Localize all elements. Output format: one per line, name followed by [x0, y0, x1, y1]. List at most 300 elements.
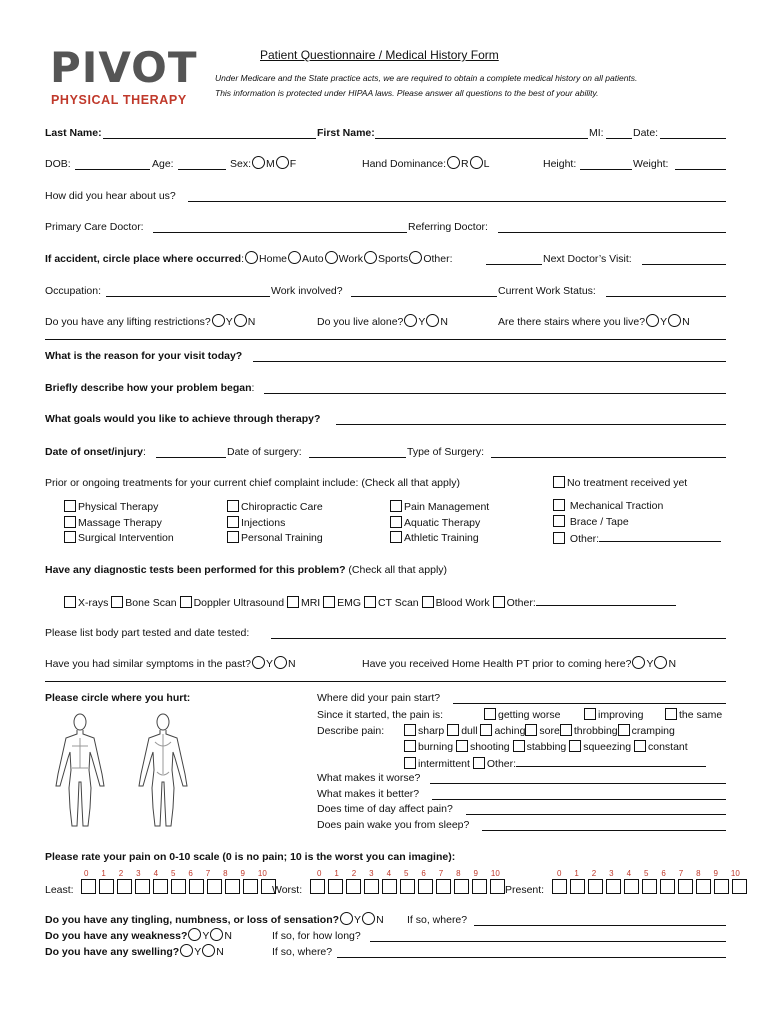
hand-r-radio[interactable]	[447, 156, 460, 169]
worst-scale-box[interactable]	[418, 879, 433, 894]
occupation-label: Occupation:	[45, 285, 102, 297]
worst-scale-number: 7	[438, 869, 444, 878]
least-scale-number: 10	[257, 869, 267, 878]
accident-other-radio[interactable]	[409, 251, 422, 264]
describe-checkbox[interactable]	[473, 757, 485, 769]
no-treatment-label: No treatment received yet	[567, 477, 688, 489]
work-status-field[interactable]	[606, 285, 726, 297]
least-scale-boxes	[81, 879, 279, 895]
weakness-label: Do you have any weakness?	[45, 930, 188, 942]
treatments-col-4	[553, 499, 721, 548]
home-health-no-radio[interactable]	[654, 656, 667, 669]
since-option-label: getting worse	[498, 709, 561, 721]
sex-group	[230, 156, 296, 170]
treatment-option[interactable]	[64, 516, 174, 532]
age-label: Age:	[152, 158, 174, 170]
age-field[interactable]	[178, 158, 226, 170]
stairs-no-label: N	[682, 316, 690, 328]
accident-work-radio[interactable]	[325, 251, 338, 264]
swelling-group	[45, 944, 224, 958]
treatment-option[interactable]	[227, 516, 323, 532]
surgery-type-label: Type of Surgery:	[407, 446, 485, 458]
treatment-option[interactable]	[390, 516, 489, 532]
accident-sports-radio[interactable]	[364, 251, 377, 264]
present-scale-number: 4	[626, 869, 632, 878]
present-scale-box[interactable]	[624, 879, 639, 894]
since-checkbox[interactable]	[665, 708, 677, 720]
describe-checkbox[interactable]	[404, 757, 416, 769]
worst-scale-number: 6	[421, 869, 426, 878]
body-part-field[interactable]	[271, 627, 726, 639]
treatment-checkbox[interactable]	[390, 531, 402, 543]
diag-label: Blood Work	[435, 597, 490, 609]
notice-line-1: Under Medicare and the State practice acts, we are required to obtain a complete medical history on all patients.	[215, 73, 638, 83]
surgery-date-field[interactable]	[309, 446, 406, 458]
diag-label: Bone Scan	[125, 597, 177, 609]
weakness-long-field[interactable]	[370, 930, 726, 942]
describe-row-1	[404, 724, 675, 737]
diag-other-checkbox[interactable]	[493, 596, 505, 608]
treatment-option[interactable]	[553, 499, 721, 515]
similar-no-label: N	[288, 658, 296, 670]
treatments-col-1	[64, 500, 174, 547]
present-scale-number: 0	[557, 869, 562, 878]
live-alone-yes-label: Y	[418, 316, 426, 328]
present-scale-box[interactable]	[678, 879, 693, 894]
diag-ctscan-checkbox[interactable]	[364, 596, 376, 608]
weakness-no-radio[interactable]	[210, 928, 223, 941]
goals-label: What goals would you like to achieve through therapy?	[45, 413, 321, 425]
since-checkbox[interactable]	[584, 708, 596, 720]
describe-option: dull	[461, 725, 478, 737]
treatment-option[interactable]	[64, 500, 174, 516]
tingling-where-field[interactable]	[474, 914, 726, 926]
accident-auto-radio[interactable]	[288, 251, 301, 264]
since-checkbox[interactable]	[484, 708, 496, 720]
mi-label: MI:	[589, 127, 604, 139]
wake-label: Does pain wake you from sleep?	[317, 819, 470, 831]
work-involved-field[interactable]	[351, 285, 497, 297]
least-scale-box[interactable]	[99, 879, 114, 894]
treatment-checkbox[interactable]	[227, 516, 239, 528]
hand-r-label: R	[461, 158, 469, 170]
describe-option: cramping	[631, 725, 675, 737]
diag-bloodwork-checkbox[interactable]	[422, 596, 434, 608]
least-scale-box[interactable]	[189, 879, 204, 894]
home-health-group	[362, 656, 676, 670]
present-scale-boxes	[552, 879, 750, 895]
worst-scale-number: 9	[473, 869, 478, 878]
notice-line-2: This information is protected under HIPAA laws. Please answer all questions to the best of your ability.	[215, 88, 599, 98]
pain-start-label: Where did your pain start?	[317, 692, 441, 704]
treatment-checkbox[interactable]	[227, 500, 239, 512]
pcp-label: Primary Care Doctor:	[45, 221, 144, 233]
least-scale-box[interactable]	[153, 879, 168, 894]
next-visit-field[interactable]	[642, 253, 726, 265]
describe-label: Describe pain:	[317, 725, 385, 737]
describe-checkbox[interactable]	[447, 724, 459, 736]
lifting-no-radio[interactable]	[234, 314, 247, 327]
similar-yes-radio[interactable]	[252, 656, 265, 669]
accident-home-radio[interactable]	[245, 251, 258, 264]
treatment-checkbox[interactable]	[390, 500, 402, 512]
weakness-group	[45, 928, 232, 942]
treatment-option[interactable]	[227, 531, 323, 547]
similar-yes-label: Y	[266, 658, 274, 670]
describe-checkbox[interactable]	[560, 724, 572, 736]
surgery-type-field[interactable]	[491, 446, 726, 458]
treatment-checkbox[interactable]	[64, 516, 76, 528]
worst-scale-box[interactable]	[346, 879, 361, 894]
tingling-yes-radio[interactable]	[340, 912, 353, 925]
work-involved-label: Work involved?	[271, 285, 343, 297]
swelling-yes-radio[interactable]	[180, 944, 193, 957]
sex-m-label: M	[266, 158, 275, 170]
swelling-where-field[interactable]	[337, 946, 726, 958]
goals-field[interactable]	[336, 413, 726, 425]
since-opt-improving[interactable]	[584, 708, 644, 721]
present-label: Present:	[505, 884, 545, 896]
treatment-other-field[interactable]	[599, 530, 721, 542]
onset-label: Date of onset/injury	[45, 446, 144, 458]
height-label: Height:	[543, 158, 577, 170]
heard-label: How did you hear about us?	[45, 190, 176, 202]
onset-group	[45, 446, 146, 458]
describe-option: aching	[494, 725, 526, 737]
weakness-yes-radio[interactable]	[188, 928, 201, 941]
swelling-no-radio[interactable]	[202, 944, 215, 957]
describe-checkbox[interactable]	[569, 740, 581, 752]
diag-mri-checkbox[interactable]	[287, 596, 299, 608]
better-field[interactable]	[432, 788, 726, 800]
present-scale-box[interactable]	[714, 879, 729, 894]
date-field[interactable]	[660, 127, 726, 139]
stairs-yes-radio[interactable]	[646, 314, 659, 327]
worst-scale-number: 3	[369, 869, 374, 878]
dob-field[interactable]	[75, 158, 150, 170]
present-scale-box[interactable]	[732, 879, 747, 894]
least-scale-box[interactable]	[117, 879, 132, 894]
first-name-label: First Name:	[317, 127, 375, 139]
worst-scale-numbers	[317, 869, 508, 878]
diagnostics-options	[64, 594, 676, 609]
present-scale-box[interactable]	[642, 879, 657, 894]
present-scale-box[interactable]	[570, 879, 585, 894]
describe-option: stabbing	[526, 741, 567, 753]
live-alone-label: Do you live alone?	[317, 316, 404, 328]
worst-scale-number: 5	[403, 869, 409, 878]
tingling-label: Do you have any tingling, numbness, or loss of sensation?	[45, 914, 340, 926]
home-health-label: Have you received Home Health PT prior to coming here?	[362, 658, 632, 670]
describe-option: sharp	[418, 725, 445, 737]
body-part-label: Please list body part tested and date tested:	[45, 627, 250, 639]
treatment-label: Other:	[569, 533, 600, 545]
present-scale-number: 2	[591, 869, 597, 878]
treatment-label: Personal Training	[241, 532, 323, 544]
least-scale-number: 4	[153, 869, 159, 878]
worse-label: What makes it worse?	[317, 772, 421, 784]
since-option-label: improving	[598, 709, 644, 721]
present-scale-number: 5	[643, 869, 649, 878]
began-group	[45, 382, 254, 394]
present-scale-number: 7	[678, 869, 684, 878]
least-scale-number: 8	[223, 869, 228, 878]
treatment-label: Aquatic Therapy	[404, 516, 481, 529]
least-scale-box[interactable]	[243, 879, 258, 894]
present-scale-box[interactable]	[696, 879, 711, 894]
diag-label: MRI	[300, 597, 321, 609]
diag-label: X-rays	[78, 597, 109, 609]
live-alone-no-radio[interactable]	[426, 314, 439, 327]
similar-group	[45, 656, 296, 670]
accident-work-label: Work	[338, 253, 363, 265]
similar-no-radio[interactable]	[274, 656, 287, 669]
describe-option: burning	[418, 741, 454, 753]
diag-other-field[interactable]	[536, 594, 676, 606]
treatment-checkbox[interactable]	[64, 500, 76, 512]
wake-field[interactable]	[482, 819, 726, 831]
accident-home-label: Home	[259, 253, 288, 265]
hand-label: Hand Dominance:	[362, 158, 447, 170]
weight-label: Weight:	[633, 158, 669, 170]
weakness-no-label: N	[224, 930, 233, 942]
sex-f-radio[interactable]	[276, 156, 289, 169]
work-status-label: Current Work Status:	[498, 285, 596, 297]
weight-field[interactable]	[675, 158, 726, 170]
since-opt-worse[interactable]	[484, 708, 560, 721]
tingling-group	[45, 912, 384, 926]
worst-scale-box[interactable]	[364, 879, 379, 894]
sex-f-label: F	[289, 158, 297, 170]
height-field[interactable]	[580, 158, 632, 170]
describe-checkbox[interactable]	[456, 740, 468, 752]
diag-label: EMG	[337, 597, 362, 609]
lifting-yes-label: Y	[225, 316, 233, 328]
describe-checkbox[interactable]	[618, 724, 630, 736]
treatment-checkbox[interactable]	[553, 532, 565, 544]
stairs-yes-label: Y	[660, 316, 668, 328]
referring-field[interactable]	[498, 221, 726, 233]
rating-prompt: Please rate your pain on 0-10 scale (0 is no pain; 10 is the worst you can imagine):	[45, 851, 456, 863]
hand-l-radio[interactable]	[470, 156, 483, 169]
stairs-group	[498, 314, 690, 328]
present-scale-box[interactable]	[588, 879, 603, 894]
treatment-option[interactable]	[64, 531, 174, 547]
diagnostics-prompt: Have any diagnostic tests been performed for this problem?	[45, 564, 346, 576]
lifting-yes-radio[interactable]	[212, 314, 225, 327]
least-label: Least:	[45, 884, 74, 896]
pcp-field[interactable]	[153, 221, 407, 233]
reason-field[interactable]	[253, 350, 726, 362]
present-scale-number: 10	[730, 869, 740, 878]
worst-scale-box[interactable]	[454, 879, 469, 894]
treatment-checkbox[interactable]	[553, 515, 565, 527]
treatment-option[interactable]	[553, 530, 721, 548]
treatment-label: Physical Therapy	[78, 501, 159, 513]
describe-option: sore	[539, 725, 560, 737]
tingling-yes-label: Y	[354, 914, 362, 926]
describe-row-2	[404, 740, 688, 753]
present-scale-number: 6	[661, 869, 666, 878]
describe-row-3	[404, 755, 706, 770]
describe-option: squeezing	[583, 741, 632, 753]
treatment-option[interactable]	[227, 500, 323, 516]
describe-checkbox[interactable]	[513, 740, 525, 752]
least-scale-number: 3	[136, 869, 141, 878]
dob-label: DOB:	[45, 158, 71, 170]
home-health-no-label: N	[668, 658, 677, 670]
tingling-no-radio[interactable]	[362, 912, 375, 925]
onset-field[interactable]	[156, 446, 226, 458]
least-scale-number: 1	[101, 869, 106, 878]
time-of-day-label: Does time of day affect pain?	[317, 803, 453, 815]
began-colon: :	[251, 382, 255, 394]
divider-1	[45, 339, 726, 340]
worst-label: Worst:	[272, 884, 303, 896]
treatment-option[interactable]	[390, 500, 489, 516]
worse-field[interactable]	[430, 772, 726, 784]
worst-scale-box[interactable]	[436, 879, 451, 894]
worst-scale-box[interactable]	[400, 879, 415, 894]
next-visit-label: Next Doctor’s Visit:	[543, 253, 632, 265]
referring-label: Referring Doctor:	[408, 221, 488, 233]
treatment-label: Pain Management	[404, 501, 490, 513]
present-scale-number: 3	[609, 869, 614, 878]
describe-checkbox[interactable]	[480, 724, 492, 736]
similar-label: Have you had similar symptoms in the past?	[45, 658, 252, 670]
treatment-label: Brace / Tape	[569, 515, 629, 528]
mi-field[interactable]	[606, 127, 632, 139]
treatment-checkbox[interactable]	[227, 531, 239, 543]
present-scale-box[interactable]	[606, 879, 621, 894]
worst-scale-box[interactable]	[328, 879, 343, 894]
diag-label: Other:	[506, 597, 536, 609]
tingling-where-label: If so, where?	[407, 914, 468, 926]
hand-l-label: L	[483, 158, 490, 170]
began-label: Briefly describe how your problem began	[45, 382, 252, 394]
reason-label: What is the reason for your visit today?	[45, 350, 243, 362]
present-scale-number: 8	[696, 869, 701, 878]
logo-wordmark: PIVOT	[50, 43, 198, 92]
hand-group	[362, 156, 489, 170]
worst-scale-number: 0	[317, 869, 322, 878]
worst-scale-boxes	[310, 879, 508, 895]
present-scale-number: 9	[713, 869, 718, 878]
describe-option: shooting	[469, 741, 510, 753]
describe-checkbox[interactable]	[404, 724, 416, 736]
last-name-field[interactable]	[103, 127, 316, 139]
describe-option: Other:	[486, 758, 517, 770]
accident-group	[45, 251, 453, 265]
weakness-long-label: If so, for how long?	[272, 930, 361, 942]
no-treatment-checkbox[interactable]	[553, 476, 565, 488]
least-scale-box[interactable]	[207, 879, 222, 894]
treatment-option[interactable]	[553, 515, 721, 531]
diag-bonescan-checkbox[interactable]	[111, 596, 123, 608]
treatment-label: Athletic Training	[404, 532, 479, 544]
tingling-no-label: N	[376, 914, 384, 926]
lifting-label: Do you have any lifting restrictions?	[45, 316, 211, 328]
describe-checkbox[interactable]	[404, 740, 416, 752]
time-of-day-field[interactable]	[466, 803, 726, 815]
worst-scale-box[interactable]	[490, 879, 505, 894]
treatment-option[interactable]	[390, 531, 489, 547]
least-scale-box[interactable]	[225, 879, 240, 894]
first-name-field[interactable]	[375, 127, 588, 139]
accident-other-field[interactable]	[486, 253, 542, 265]
describe-other-field[interactable]	[516, 755, 706, 767]
present-scale-box[interactable]	[552, 879, 567, 894]
worst-scale-box[interactable]	[472, 879, 487, 894]
treatment-label: Chiropractic Care	[241, 501, 323, 513]
describe-option: constant	[648, 741, 688, 753]
describe-checkbox[interactable]	[525, 724, 537, 736]
lifting-group	[45, 314, 255, 328]
heard-field[interactable]	[188, 190, 726, 202]
worst-scale-number: 2	[351, 869, 357, 878]
least-scale-box[interactable]	[81, 879, 96, 894]
diag-emg-checkbox[interactable]	[323, 596, 335, 608]
diag-label: Doppler Ultrasound	[193, 597, 285, 609]
describe-checkbox[interactable]	[634, 740, 646, 752]
treatment-checkbox[interactable]	[64, 531, 76, 543]
sex-m-radio[interactable]	[252, 156, 265, 169]
diagnostics-group	[45, 564, 447, 576]
present-scale-box[interactable]	[660, 879, 675, 894]
treatment-checkbox[interactable]	[390, 516, 402, 528]
diag-xrays-checkbox[interactable]	[64, 596, 76, 608]
live-alone-yes-radio[interactable]	[404, 314, 417, 327]
live-alone-group	[317, 314, 448, 328]
swelling-yes-label: Y	[194, 946, 202, 958]
pain-start-field[interactable]	[453, 692, 726, 704]
treatments-col-2	[227, 500, 323, 547]
stairs-no-radio[interactable]	[668, 314, 681, 327]
least-scale-number: 2	[118, 869, 124, 878]
since-opt-same[interactable]	[665, 708, 722, 721]
sex-label: Sex:	[230, 158, 252, 170]
surgery-date-label: Date of surgery:	[227, 446, 302, 458]
body-front-figure[interactable]	[50, 712, 110, 830]
body-back-figure[interactable]	[133, 712, 193, 830]
diagnostics-note: (Check all that apply)	[348, 564, 448, 576]
least-scale-box[interactable]	[171, 879, 186, 894]
better-label: What makes it better?	[317, 788, 420, 800]
least-scale-number: 7	[205, 869, 211, 878]
began-field[interactable]	[264, 382, 726, 394]
no-treatment-option[interactable]	[553, 476, 687, 489]
treatments-prompt: Prior or ongoing treatments for your current chief complaint include: (Check all that apply)	[45, 477, 460, 489]
least-scale-box[interactable]	[135, 879, 150, 894]
diag-doppler-checkbox[interactable]	[180, 596, 192, 608]
occupation-field[interactable]	[106, 285, 270, 297]
worst-scale-box[interactable]	[310, 879, 325, 894]
lifting-no-label: N	[247, 316, 256, 328]
diag-label: CT Scan	[377, 597, 419, 609]
stairs-label: Are there stairs where you live?	[498, 316, 646, 328]
home-health-yes-radio[interactable]	[632, 656, 645, 669]
least-scale-numbers	[84, 869, 275, 878]
present-scale-numbers	[557, 869, 748, 878]
least-scale-number: 9	[240, 869, 245, 878]
accident-other-label: Other:	[423, 253, 453, 265]
last-name-label: Last Name:	[45, 127, 102, 139]
swelling-label: Do you have any swelling?	[45, 946, 180, 958]
date-label: Date:	[633, 127, 659, 139]
present-scale-number: 1	[574, 869, 579, 878]
worst-scale-box[interactable]	[382, 879, 397, 894]
treatment-checkbox[interactable]	[553, 499, 565, 511]
